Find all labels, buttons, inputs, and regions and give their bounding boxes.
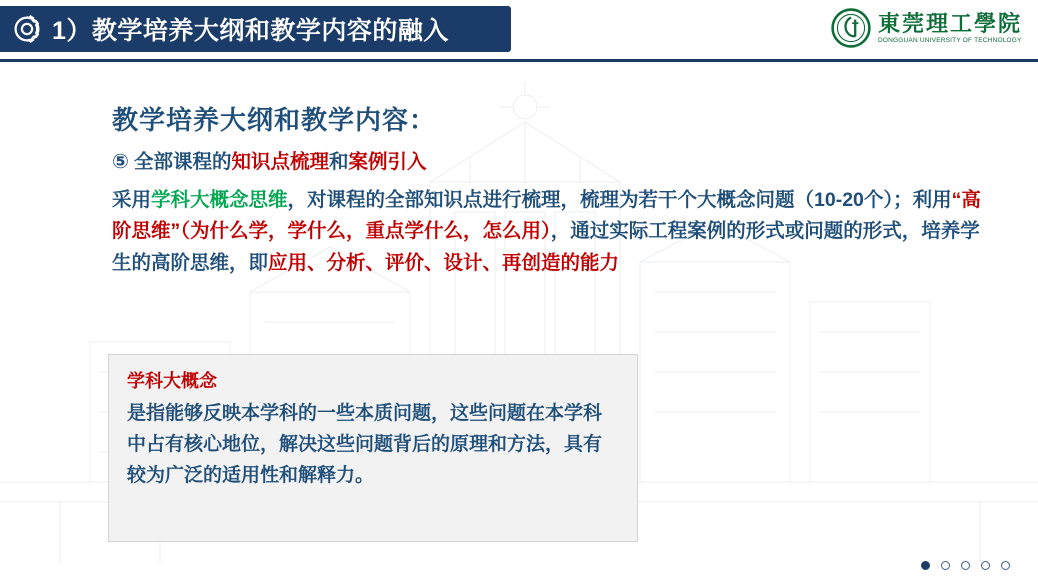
paragraph-part-0: 采用 xyxy=(112,188,152,211)
callout-body: 是指能够反映本学科的一些本质问题，这些问题在本学科中占有核心地位，解决这些问题背后的原理和方法，具有较为广泛的适用性和解释力。 xyxy=(127,403,603,486)
list-item-part-2: 和 xyxy=(328,151,349,173)
slide-content xyxy=(0,62,1038,582)
list-item-marker: ⑤ xyxy=(112,151,129,173)
pagination-dot-5[interactable] xyxy=(1001,561,1010,570)
slide-title-bar xyxy=(0,6,511,52)
university-logo xyxy=(831,8,1022,48)
callout-title: 学科大概念 xyxy=(127,371,217,391)
page-title: 1）教学培养大纲和教学内容的融入 xyxy=(52,17,449,45)
list-item-part-1: 知识点梳理 xyxy=(231,151,329,173)
list-item-part-0: 全部课程的 xyxy=(133,151,232,173)
paragraph xyxy=(112,185,992,280)
pagination-dots[interactable] xyxy=(921,561,1010,570)
paragraph-part-1: 学科大概念思维 xyxy=(151,188,288,211)
list-item-part-3: 案例引入 xyxy=(348,151,427,173)
list-item xyxy=(112,146,992,179)
pagination-dot-4[interactable] xyxy=(981,561,990,570)
paragraph-part-3: “高阶思维”（为什么学，学什么，重点学什么，怎么用） xyxy=(112,188,981,243)
slide-header xyxy=(0,0,1038,62)
paragraph-part-5: 应用、分析、评价、设计、再创造的能力 xyxy=(268,251,620,274)
body-text-block xyxy=(112,146,992,279)
logo-english-name: DONGGUAN UNIVERSITY OF TECHNOLOGY xyxy=(877,36,1022,44)
logo-chinese-name: 東莞理工學院 xyxy=(877,11,1022,37)
pagination-dot-3[interactable] xyxy=(961,561,970,570)
gear-icon xyxy=(10,12,44,46)
callout-box xyxy=(108,354,638,542)
pagination-dot-1[interactable] xyxy=(921,561,930,570)
pagination-dot-2[interactable] xyxy=(941,561,950,570)
section-subtitle: 教学培养大纲和教学内容： xyxy=(112,105,437,135)
university-seal-icon xyxy=(831,8,871,48)
paragraph-part-2: ，对课程的全部知识点进行梳理，梳理为若干个大概念问题（10-20个）；利用 xyxy=(287,188,952,211)
paragraph-part-4: ，通过实际工程案例的形式或问题的形式，培养学生的高阶思维，即 xyxy=(112,220,980,274)
